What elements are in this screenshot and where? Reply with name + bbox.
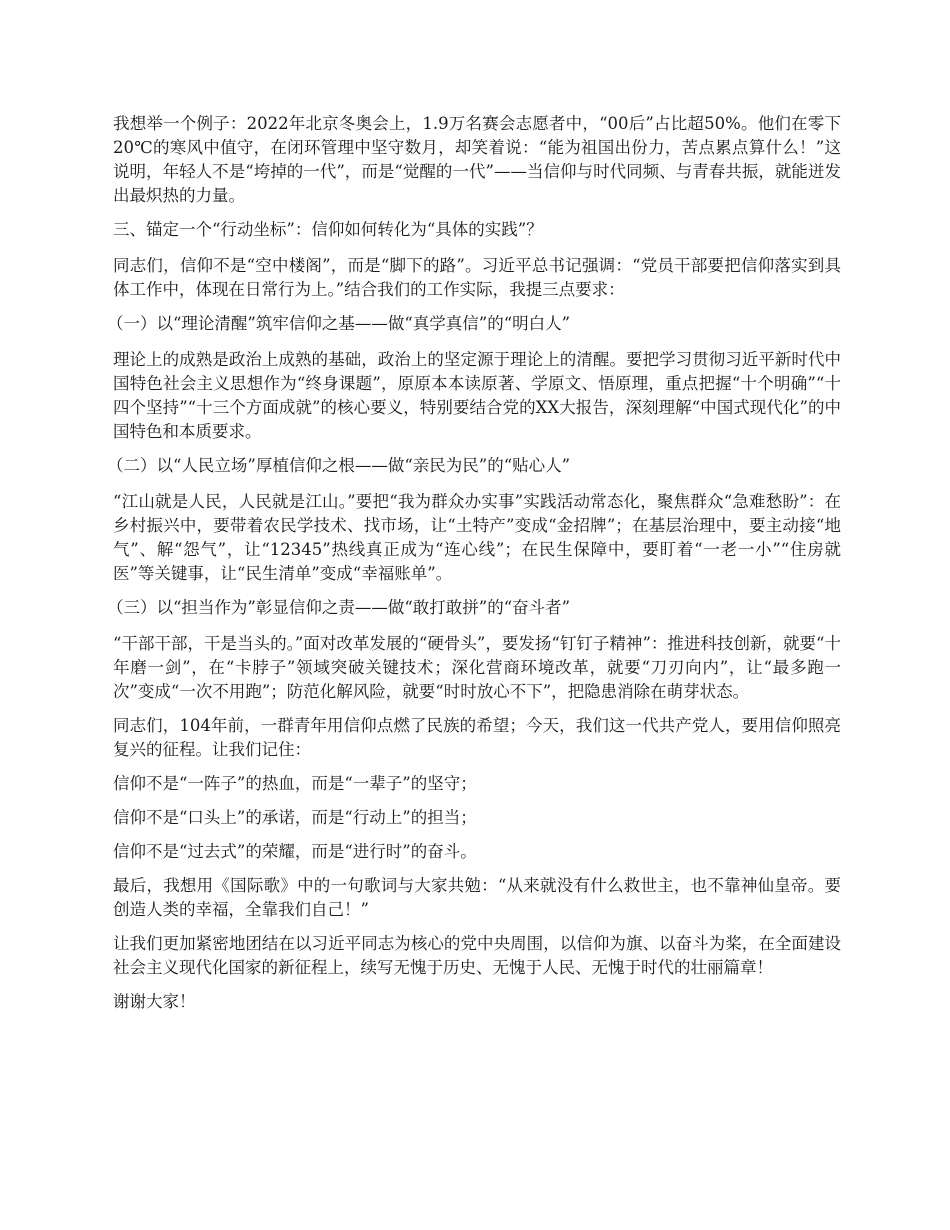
paragraph-belief-1: 信仰不是“一阵子”的热血，而是“一辈子”的坚守； bbox=[113, 774, 477, 793]
paragraph-people: “江山就是人民，人民就是江山。”要把“我为群众办实事”实践活动常态化，聚焦群众“急难愁盼”：在乡村振兴中，要带着农民学技术、找市场，让“土特产”变成“金招牌”；在基层治理中，要主动接“地气”、解“怨气”，让“12345”热线真正成为“连心线”；在民生保障中，要盯着“一老一小”“住房就医”等关键事，让“民生清单”变成“幸福账单”。 bbox=[113, 492, 841, 583]
paragraph-example: 我想举一个例子：2022年北京冬奥会上，1.9万名赛会志愿者中，“00后”占比超50%。他们在零下20℃的寒风中值守，在闭环管理中坚守数月，却笑着说：“能为祖国出份力，苦点累点算什么！”这说明，年轻人不是“垮掉的一代”，而是“觉醒的一代”——当信仰与时代同频、与青春共振，就能迸发出最炽热的力量。 bbox=[113, 114, 841, 205]
paragraph-internationale: 最后，我想用《国际歌》中的一句歌词与大家共勉：“从来就没有什么救世主，也不靠神仙皇帝。要创造人类的幸福，全靠我们自己！” bbox=[113, 876, 841, 919]
document-page bbox=[107, 112, 841, 1024]
paragraph-theory: 理论上的成熟是政治上成熟的基础，政治上的坚定源于理论上的清醒。要把学习贯彻习近平新时代中国特色社会主义思想作为“终身课题”，原原本本读原著、学原文、悟原理，重点把握“十个明确”“十四个坚持”“十三个方面成就”的核心要义，特别要结合党的XX大报告，深刻理解“中国式现代化”的中国特色和本质要求。 bbox=[113, 350, 841, 441]
paragraph-action: “干部干部，干是当头的。”面对改革发展的“硬骨头”，要发扬“钉钉子精神”：推进科技创新，就要“十年磨一剑”，在“卡脖子”领域突破关键技术；深化营商环境改革，就要“刀刃向内”，让“最多跑一次”变成“一次不用跑”；防范化解风险，就要“时时放心不下”，把隐患消除在萌芽状态。 bbox=[113, 634, 841, 701]
paragraph-closing: 让我们更加紧密地团结在以习近平同志为核心的党中央周围，以信仰为旗、以奋斗为桨，在全面建设社会主义现代化国家的新征程上，续写无愧于历史、无愧于人民、无愧于时代的壮丽篇章！ bbox=[113, 934, 841, 977]
paragraph-thanks: 谢谢大家！ bbox=[113, 992, 196, 1011]
paragraph-intro-requirements: 同志们，信仰不是“空中楼阁”，而是“脚下的路”。习近平总书记强调：“党员干部要把信仰落实到具体工作中，体现在日常行为上。”结合我们的工作实际，我提三点要求： bbox=[113, 256, 841, 299]
paragraph-104-years: 同志们，104年前，一群青年用信仰点燃了民族的希望；今天，我们这一代共产党人，要用信仰照亮复兴的征程。让我们记住： bbox=[113, 716, 841, 759]
subheading-3: （三）以“担当作为”彰显信仰之责——做“敢打敢拼”的“奋斗者” bbox=[107, 598, 571, 617]
paragraph-belief-3: 信仰不是“过去式”的荣耀，而是“进行时”的奋斗。 bbox=[113, 842, 477, 861]
section-heading-3: 三、锚定一个“行动坐标”：信仰如何转化为“具体的实践”？ bbox=[113, 220, 543, 239]
paragraph-belief-2: 信仰不是“口头上”的承诺，而是“行动上”的担当； bbox=[113, 808, 477, 827]
subheading-2: （二）以“人民立场”厚植信仰之根——做“亲民为民”的“贴心人” bbox=[107, 456, 571, 475]
subheading-1: （一）以“理论清醒”筑牢信仰之基——做“真学真信”的“明白人” bbox=[107, 314, 571, 333]
